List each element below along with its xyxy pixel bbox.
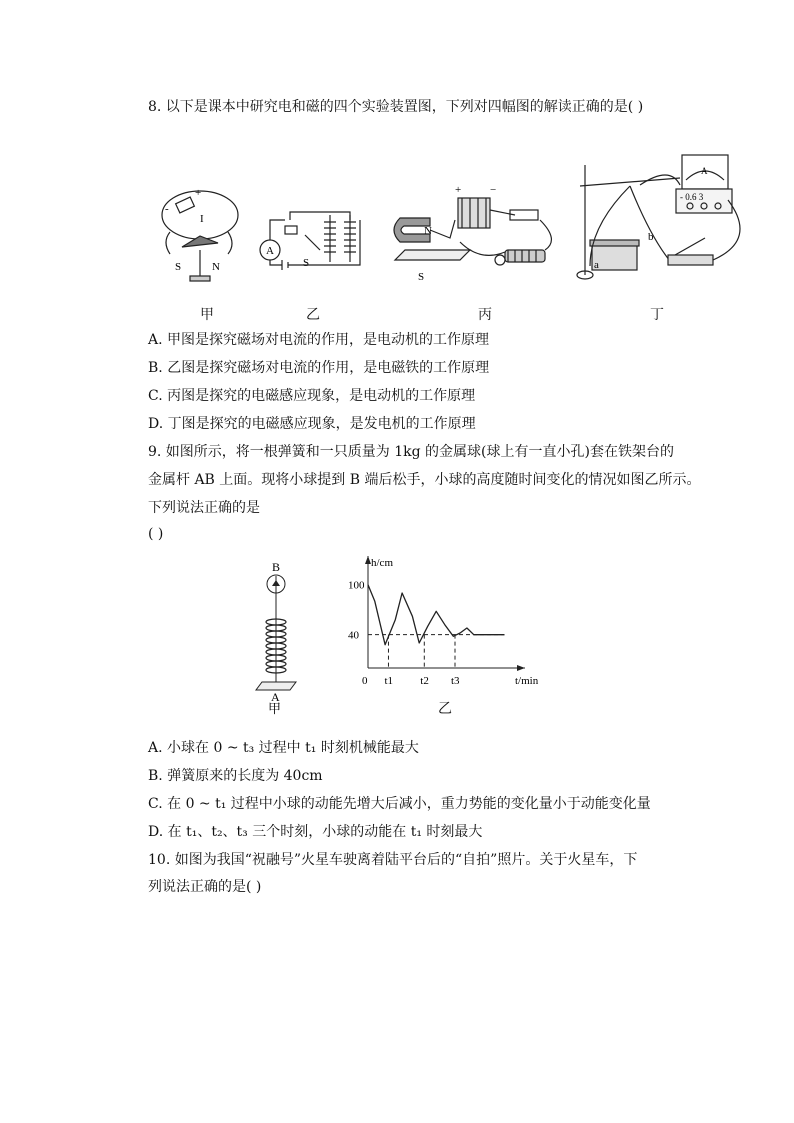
caption-yi: 乙 (306, 307, 320, 323)
svg-text:A: A (266, 245, 274, 257)
x-tick-label: t2 (420, 675, 429, 687)
svg-text:+: + (455, 184, 462, 196)
q8-option-c: C. 丙图是探究的电磁感应现象，是电动机的工作原理 (148, 388, 476, 404)
fig-ding (577, 155, 740, 279)
x-tick-label: t3 (451, 675, 460, 687)
q8-option-b: B. 乙图是探究磁场对电流的作用，是电磁铁的工作原理 (148, 360, 490, 376)
y-tick-label: 40 (348, 629, 359, 642)
q8-stem: 8. 以下是课本中研究电和磁的四个实验装置图，下列对四幅图的解读正确的是( ) (148, 99, 644, 115)
svg-text:N: N (212, 261, 220, 273)
fig-bing (394, 198, 551, 265)
svg-text:−: − (490, 184, 497, 196)
q9-stem-line-2: 金属杆 AB 上面。现将小球提到 B 端后松手，小球的高度随时间变化的情况如图乙所示。 (148, 472, 701, 488)
svg-text:I: I (200, 213, 204, 225)
q9-option-c: C. 在 0 ~ t₁ 过程中小球的动能先增大后减小，重力势能的变化量小于动能变化量 (148, 796, 651, 812)
x-tick-label: 0 (362, 675, 368, 687)
q9-option-d: D. 在 t₁、t₂、t₃ 三个时刻，小球的动能在 t₁ 时刻最大 (148, 824, 483, 840)
svg-text:甲: 甲 (268, 701, 282, 716)
svg-text:b: b (648, 231, 654, 243)
x-axis-arrow (517, 665, 525, 671)
svg-text:S: S (175, 261, 182, 273)
svg-text:A: A (701, 166, 708, 176)
x-axis-label: t/min (515, 675, 539, 687)
height-time-chart (340, 550, 540, 710)
caption-ding: 丁 (650, 307, 664, 323)
svg-text:+: + (195, 187, 202, 199)
svg-text:-: - (165, 203, 169, 215)
svg-text:S: S (303, 257, 310, 269)
fig-jia (162, 191, 238, 281)
svg-text:N: N (424, 225, 432, 237)
svg-text:- 0.6 3: - 0.6 3 (680, 192, 704, 202)
svg-text:S: S (418, 271, 425, 283)
q8-option-a: A. 甲图是探究磁场对电流的作用，是电动机的工作原理 (148, 332, 490, 348)
svg-text:A: A (271, 690, 280, 704)
q9-spring-figure (248, 556, 308, 716)
q10-stem-line-1: 10. 如图为我国“祝融号”火星车驶离着陆平台后的“自拍”照片。关于火星车，下 (148, 852, 638, 868)
q9-stem-line-1: 9. 如图所示，将一根弹簧和一只质量为 1kg 的金属球(球上有一直小孔)套在铁架台的 (148, 444, 674, 460)
svg-text:B: B (272, 560, 281, 574)
caption-bing: 丙 (478, 307, 492, 323)
q8-option-d: D. 丁图是探究的电磁感应现象，是发电机的工作原理 (148, 416, 476, 432)
caption-yi-chart: 乙 (438, 701, 452, 717)
svg-text:a: a (594, 259, 599, 271)
q9-option-a: A. 小球在 0 ~ t₃ 过程中 t₁ 时刻机械能最大 (148, 740, 419, 756)
q9-stem-line-3: 下列说法正确的是 (148, 500, 260, 516)
y-tick-label: 100 (348, 579, 365, 592)
q9-stem-line-4: ( ) (148, 526, 164, 542)
fig-yi (260, 212, 360, 270)
y-axis-label: h/cm (371, 557, 393, 569)
q10-stem-line-2: 列说法正确的是( ) (148, 879, 262, 895)
q9-option-b: B. 弹簧原来的长度为 40cm (148, 768, 323, 784)
caption-jia: 甲 (200, 307, 214, 323)
q8-figures (0, 150, 794, 350)
x-tick-label: t1 (384, 675, 394, 687)
